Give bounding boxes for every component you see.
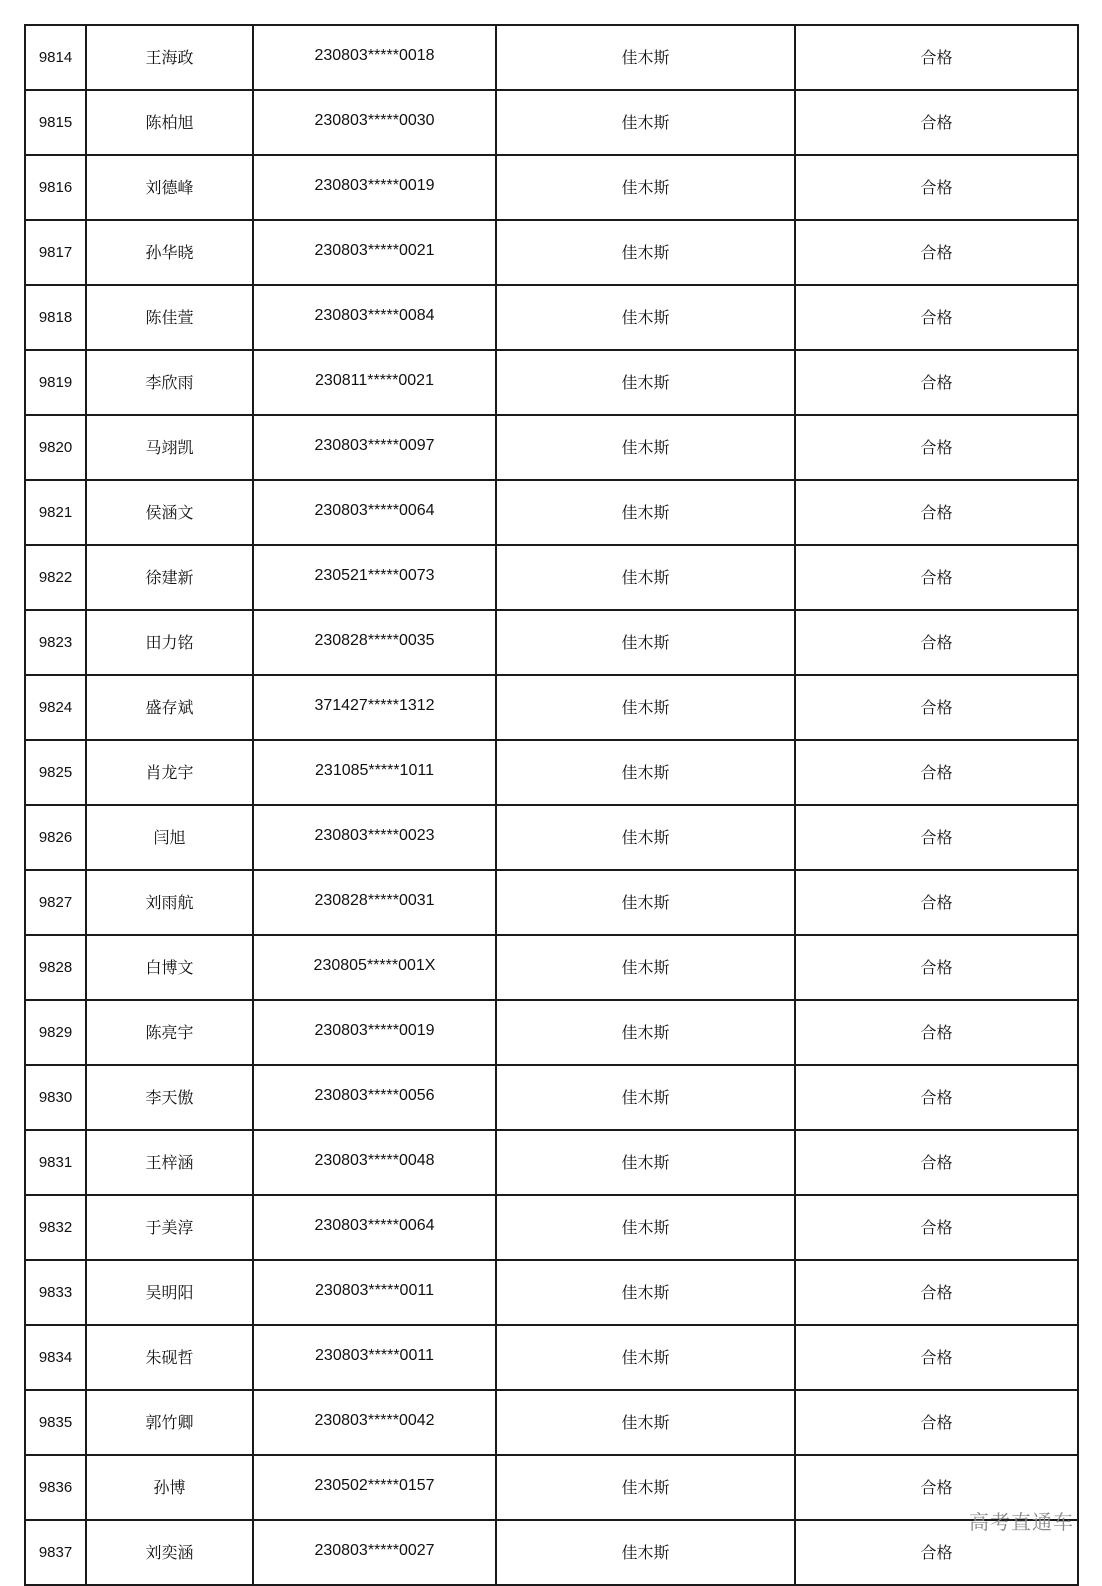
cell-id-number: 230803*****0084 bbox=[253, 285, 496, 350]
cell-number: 9817 bbox=[25, 220, 86, 285]
table-row bbox=[25, 25, 1078, 90]
cell-name: 孙博 bbox=[86, 1455, 253, 1520]
cell-id-number: 230803*****0030 bbox=[253, 90, 496, 155]
table-row bbox=[25, 1520, 1078, 1585]
cell-result: 合格 bbox=[795, 1260, 1078, 1325]
cell-result: 合格 bbox=[795, 1065, 1078, 1130]
cell-number: 9835 bbox=[25, 1390, 86, 1455]
cell-location: 佳木斯 bbox=[496, 1325, 795, 1390]
cell-number: 9836 bbox=[25, 1455, 86, 1520]
cell-number: 9830 bbox=[25, 1065, 86, 1130]
cell-number: 9815 bbox=[25, 90, 86, 155]
cell-id-number: 230828*****0035 bbox=[253, 610, 496, 675]
cell-number: 9826 bbox=[25, 805, 86, 870]
cell-id-number: 230803*****0011 bbox=[253, 1325, 496, 1390]
cell-number: 9818 bbox=[25, 285, 86, 350]
cell-name: 盛存斌 bbox=[86, 675, 253, 740]
table-row bbox=[25, 1325, 1078, 1390]
cell-name: 侯涵文 bbox=[86, 480, 253, 545]
cell-id-number: 231085*****1011 bbox=[253, 740, 496, 805]
table-row bbox=[25, 220, 1078, 285]
cell-location: 佳木斯 bbox=[496, 415, 795, 480]
cell-result: 合格 bbox=[795, 25, 1078, 90]
cell-name: 吴明阳 bbox=[86, 1260, 253, 1325]
cell-number: 9819 bbox=[25, 350, 86, 415]
table-row bbox=[25, 610, 1078, 675]
cell-result: 合格 bbox=[795, 1390, 1078, 1455]
cell-id-number: 230828*****0031 bbox=[253, 870, 496, 935]
cell-result: 合格 bbox=[795, 1455, 1078, 1520]
cell-location: 佳木斯 bbox=[496, 870, 795, 935]
cell-location: 佳木斯 bbox=[496, 1520, 795, 1585]
table-row bbox=[25, 1130, 1078, 1195]
results-table bbox=[24, 24, 1079, 1586]
cell-id-number: 230803*****0019 bbox=[253, 155, 496, 220]
cell-location: 佳木斯 bbox=[496, 740, 795, 805]
cell-id-number: 230803*****0097 bbox=[253, 415, 496, 480]
cell-number: 9816 bbox=[25, 155, 86, 220]
cell-name: 田力铭 bbox=[86, 610, 253, 675]
cell-location: 佳木斯 bbox=[496, 25, 795, 90]
cell-result: 合格 bbox=[795, 1325, 1078, 1390]
table-row bbox=[25, 1455, 1078, 1520]
cell-name: 马翊凯 bbox=[86, 415, 253, 480]
cell-location: 佳木斯 bbox=[496, 480, 795, 545]
cell-location: 佳木斯 bbox=[496, 805, 795, 870]
cell-id-number: 230803*****0064 bbox=[253, 480, 496, 545]
cell-id-number: 230803*****0056 bbox=[253, 1065, 496, 1130]
cell-id-number: 230521*****0073 bbox=[253, 545, 496, 610]
cell-result: 合格 bbox=[795, 610, 1078, 675]
cell-location: 佳木斯 bbox=[496, 675, 795, 740]
table-row bbox=[25, 285, 1078, 350]
cell-number: 9825 bbox=[25, 740, 86, 805]
table-row bbox=[25, 935, 1078, 1000]
cell-id-number: 230803*****0018 bbox=[253, 25, 496, 90]
cell-name: 孙华晓 bbox=[86, 220, 253, 285]
cell-location: 佳木斯 bbox=[496, 1065, 795, 1130]
cell-number: 9837 bbox=[25, 1520, 86, 1585]
cell-location: 佳木斯 bbox=[496, 1000, 795, 1065]
cell-result: 合格 bbox=[795, 1130, 1078, 1195]
cell-result: 合格 bbox=[795, 90, 1078, 155]
cell-result: 合格 bbox=[795, 740, 1078, 805]
table-row bbox=[25, 545, 1078, 610]
cell-result: 合格 bbox=[795, 935, 1078, 1000]
cell-id-number: 230811*****0021 bbox=[253, 350, 496, 415]
cell-result: 合格 bbox=[795, 675, 1078, 740]
cell-name: 刘雨航 bbox=[86, 870, 253, 935]
cell-id-number: 371427*****1312 bbox=[253, 675, 496, 740]
cell-name: 于美淳 bbox=[86, 1195, 253, 1260]
cell-result: 合格 bbox=[795, 415, 1078, 480]
cell-id-number: 230502*****0157 bbox=[253, 1455, 496, 1520]
cell-name: 肖龙宇 bbox=[86, 740, 253, 805]
cell-id-number: 230803*****0048 bbox=[253, 1130, 496, 1195]
table-row bbox=[25, 675, 1078, 740]
cell-location: 佳木斯 bbox=[496, 1195, 795, 1260]
cell-number: 9827 bbox=[25, 870, 86, 935]
cell-name: 郭竹卿 bbox=[86, 1390, 253, 1455]
cell-result: 合格 bbox=[795, 870, 1078, 935]
cell-number: 9829 bbox=[25, 1000, 86, 1065]
cell-name: 刘奕涵 bbox=[86, 1520, 253, 1585]
table-row bbox=[25, 1260, 1078, 1325]
cell-location: 佳木斯 bbox=[496, 155, 795, 220]
cell-id-number: 230805*****001X bbox=[253, 935, 496, 1000]
table-row bbox=[25, 1390, 1078, 1455]
cell-name: 李天傲 bbox=[86, 1065, 253, 1130]
cell-location: 佳木斯 bbox=[496, 220, 795, 285]
cell-location: 佳木斯 bbox=[496, 1390, 795, 1455]
cell-result: 合格 bbox=[795, 155, 1078, 220]
cell-name: 陈柏旭 bbox=[86, 90, 253, 155]
cell-location: 佳木斯 bbox=[496, 90, 795, 155]
cell-name: 王梓涵 bbox=[86, 1130, 253, 1195]
cell-number: 9831 bbox=[25, 1130, 86, 1195]
table-row bbox=[25, 155, 1078, 220]
cell-result: 合格 bbox=[795, 1000, 1078, 1065]
cell-id-number: 230803*****0023 bbox=[253, 805, 496, 870]
table-row bbox=[25, 1065, 1078, 1130]
cell-name: 陈亮宇 bbox=[86, 1000, 253, 1065]
cell-name: 朱砚哲 bbox=[86, 1325, 253, 1390]
cell-name: 陈佳萱 bbox=[86, 285, 253, 350]
cell-number: 9823 bbox=[25, 610, 86, 675]
cell-result: 合格 bbox=[795, 545, 1078, 610]
cell-location: 佳木斯 bbox=[496, 1260, 795, 1325]
cell-number: 9822 bbox=[25, 545, 86, 610]
table-row bbox=[25, 805, 1078, 870]
cell-id-number: 230803*****0021 bbox=[253, 220, 496, 285]
cell-id-number: 230803*****0011 bbox=[253, 1260, 496, 1325]
cell-location: 佳木斯 bbox=[496, 545, 795, 610]
cell-id-number: 230803*****0064 bbox=[253, 1195, 496, 1260]
cell-location: 佳木斯 bbox=[496, 610, 795, 675]
cell-number: 9814 bbox=[25, 25, 86, 90]
cell-name: 李欣雨 bbox=[86, 350, 253, 415]
cell-result: 合格 bbox=[795, 1195, 1078, 1260]
cell-number: 9833 bbox=[25, 1260, 86, 1325]
cell-name: 刘德峰 bbox=[86, 155, 253, 220]
results-table-body bbox=[25, 25, 1078, 1585]
cell-number: 9828 bbox=[25, 935, 86, 1000]
cell-location: 佳木斯 bbox=[496, 1455, 795, 1520]
cell-location: 佳木斯 bbox=[496, 1130, 795, 1195]
cell-name: 王海政 bbox=[86, 25, 253, 90]
watermark-text: 高考直通车 bbox=[969, 1510, 1074, 1534]
cell-name: 白博文 bbox=[86, 935, 253, 1000]
table-row bbox=[25, 870, 1078, 935]
table-row bbox=[25, 350, 1078, 415]
table-row bbox=[25, 740, 1078, 805]
table-row bbox=[25, 480, 1078, 545]
cell-result: 合格 bbox=[795, 805, 1078, 870]
cell-id-number: 230803*****0042 bbox=[253, 1390, 496, 1455]
cell-number: 9834 bbox=[25, 1325, 86, 1390]
cell-name: 徐建新 bbox=[86, 545, 253, 610]
cell-location: 佳木斯 bbox=[496, 935, 795, 1000]
cell-id-number: 230803*****0019 bbox=[253, 1000, 496, 1065]
cell-id-number: 230803*****0027 bbox=[253, 1520, 496, 1585]
cell-number: 9820 bbox=[25, 415, 86, 480]
cell-number: 9821 bbox=[25, 480, 86, 545]
cell-location: 佳木斯 bbox=[496, 285, 795, 350]
table-row bbox=[25, 1000, 1078, 1065]
cell-result: 合格 bbox=[795, 285, 1078, 350]
cell-result: 合格 bbox=[795, 1520, 1078, 1585]
cell-number: 9824 bbox=[25, 675, 86, 740]
table-row bbox=[25, 415, 1078, 480]
table-row bbox=[25, 90, 1078, 155]
cell-result: 合格 bbox=[795, 350, 1078, 415]
cell-number: 9832 bbox=[25, 1195, 86, 1260]
table-row bbox=[25, 1195, 1078, 1260]
cell-name: 闫旭 bbox=[86, 805, 253, 870]
cell-location: 佳木斯 bbox=[496, 350, 795, 415]
cell-result: 合格 bbox=[795, 480, 1078, 545]
cell-result: 合格 bbox=[795, 220, 1078, 285]
